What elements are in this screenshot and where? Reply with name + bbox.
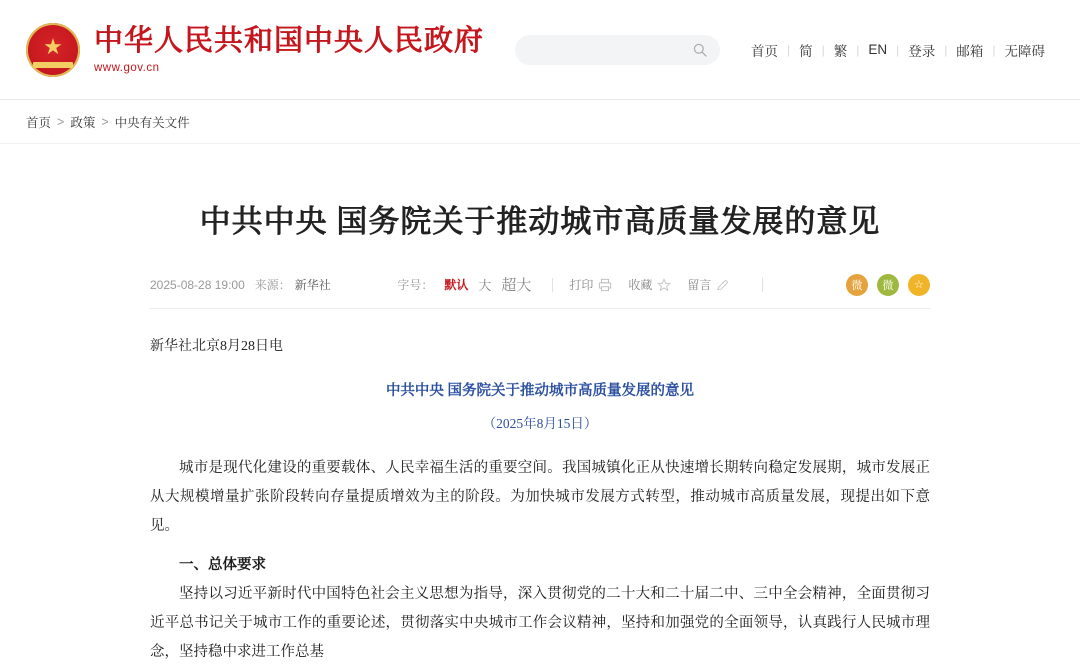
favorite-label: 收藏 [628,278,653,292]
nav-separator: | [992,42,996,57]
nav-item-accessibility[interactable]: 无障碍 [1004,43,1045,59]
star-icon [657,278,671,292]
search-icon[interactable] [692,42,708,58]
nav-separator: | [896,42,900,57]
section-heading: 一、总体要求 [179,557,266,573]
nav-item-login[interactable]: 登录 [908,43,936,59]
nav-separator: | [821,42,825,57]
header-nav [742,40,1054,60]
comment-label: 留言 [687,278,712,292]
breadcrumb-item-home[interactable]: 首页 [26,115,52,130]
breadcrumb-item-central-documents[interactable]: 中央有关文件 [114,115,190,130]
comment-button[interactable] [687,276,730,293]
fontsize-controls [397,274,779,295]
source-name: 新华社 [294,278,331,292]
pencil-icon [716,278,730,292]
article [0,196,1080,667]
header-right [515,35,1054,65]
fontsize-label: 字号： [397,278,434,292]
source-label: 来源： [254,278,291,292]
nav-item-simplified[interactable]: 简 [799,43,813,59]
breadcrumb-item-policy[interactable]: 政策 [70,115,96,130]
wechat-share-icon[interactable]: 微 [877,274,899,296]
nav-item-english[interactable]: EN [868,42,888,57]
site-title: 中华人民共和国中央人民政府 [94,24,485,57]
printer-icon [598,278,612,292]
search-box[interactable] [515,35,720,65]
publish-datetime: 2025-08-28 19:00 [150,277,245,292]
share-buttons [846,274,930,296]
national-emblem-icon [26,23,80,77]
logo-text [94,25,484,74]
nav-item-traditional[interactable]: 繁 [833,43,848,59]
article-body [150,309,930,667]
print-button[interactable] [569,276,612,293]
fontsize-option-default[interactable]: 默认 [444,278,469,292]
nav-item-mail[interactable]: 邮箱 [956,43,984,59]
breadcrumb-separator: > [101,114,109,129]
fontsize-option-large[interactable]: 大 [478,278,492,293]
search-input[interactable] [527,43,692,57]
nav-separator: | [944,42,948,57]
divider [762,278,763,292]
site-logo[interactable] [26,23,484,77]
paragraph: 坚持以习近平新时代中国特色社会主义思想为指导，深入贯彻党的二十大和二十届二中、三中全会精神，全面贯彻习近平总书记关于城市工作的重要论述，贯彻落实中央城市工作会议精神，坚持和加强党的全面领导，认真践行人民城市理念，坚持稳中求进工作总基 [150,586,930,660]
document-inner-title: 中共中央 国务院关于推动城市高质量发展的意见 [385,383,695,399]
fontsize-option-xlarge[interactable]: 超大 [501,277,532,294]
favorite-button[interactable] [628,276,671,293]
breadcrumb-separator: > [57,114,65,129]
paragraph: 城市是现代化建设的重要载体、人民幸福生活的重要空间。我国城镇化正从快速增长期转向稳定发展期，城市发展正从大规模增量扩张阶段转向存量提质增效为主的阶段。为加快城市发展方式转型，推动城市高质量发展，现提出如下意见。 [150,460,930,534]
nav-item-home[interactable]: 首页 [750,43,778,59]
document-inner-date: （2025年8月15日） [482,416,598,431]
article-meta-bar [150,275,930,309]
weibo-share-icon[interactable]: 微 [846,274,868,296]
dateline: 新华社北京8月28日电 [150,339,283,354]
page-title: 中共中央 国务院关于推动城市高质量发展的意见 [199,204,881,239]
site-url: www.gov.cn [94,62,160,75]
print-label: 打印 [569,278,594,292]
breadcrumb [0,100,1080,144]
nav-separator: | [786,42,791,57]
divider [552,278,553,292]
site-header [0,0,1080,100]
nav-separator: | [856,42,860,57]
qzone-share-icon[interactable]: ☆ [908,274,930,296]
